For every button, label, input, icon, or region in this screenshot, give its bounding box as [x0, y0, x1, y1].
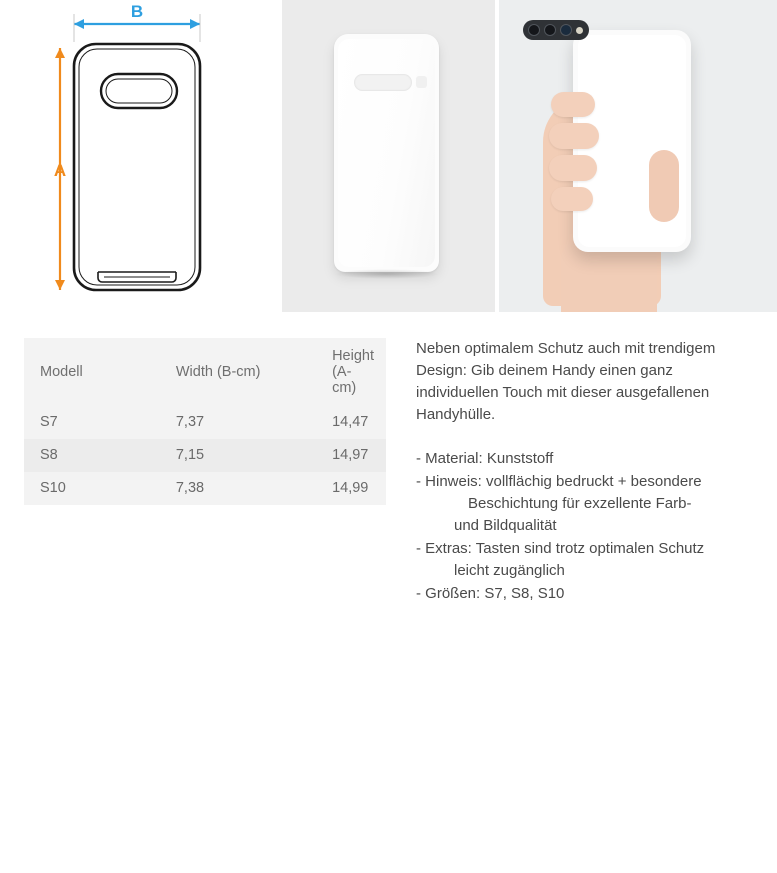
column-header-width: Width (B-cm) [160, 338, 316, 406]
finger-shape [549, 123, 599, 149]
description-column [394, 338, 754, 606]
camera-lens-icon [560, 24, 572, 36]
list-item [416, 448, 754, 470]
table-row [24, 439, 386, 472]
finger-shape [551, 92, 595, 117]
product-image-row [0, 0, 777, 312]
svg-text:A: A [53, 161, 67, 180]
finger-shape [549, 155, 597, 181]
cell-model: S10 [24, 472, 160, 505]
feature-sizes: - Größen: S7, S8, S10 [416, 585, 565, 602]
list-item [416, 583, 754, 605]
camera-lens-icon [544, 24, 556, 36]
finger-shape [551, 187, 593, 211]
svg-text:B: B [130, 2, 144, 21]
column-header-height: Height (A-cm) [316, 338, 386, 406]
size-table [24, 338, 386, 505]
sensor-cutout [416, 76, 427, 88]
table-header-row [24, 338, 386, 406]
feature-material: - Material: Kunststoff [416, 450, 554, 467]
feature-extras-line2: leicht zugänglich [454, 562, 565, 579]
table-row [24, 472, 386, 505]
size-table-head [24, 338, 386, 406]
camera-cutout [354, 74, 412, 91]
cell-width: 7,37 [160, 406, 316, 439]
size-table-body [24, 406, 386, 505]
product-details [0, 312, 777, 606]
cell-model: S7 [24, 406, 160, 439]
column-header-model: Modell [24, 338, 160, 406]
technical-diagram [0, 0, 278, 312]
thumb-shape [649, 150, 679, 222]
cell-width: 7,38 [160, 472, 316, 505]
feature-list [416, 448, 754, 605]
camera-flash-icon [576, 27, 583, 34]
description-paragraph: Neben optimalem Schutz auch mit trendigem Design: Gib deinem Handy einen ganz individuellen Touch mit dieser ausgefallenen Handyhülle. [416, 340, 716, 423]
cell-model: S8 [24, 439, 160, 472]
cell-width: 7,15 [160, 439, 316, 472]
hand-holding-phone-photo [499, 0, 777, 312]
camera-module [523, 20, 589, 40]
feature-note: - Hinweis: vollflächig bedruckt + besondere [416, 473, 702, 490]
list-item [416, 538, 754, 582]
cell-height: 14,97 [316, 439, 386, 472]
cell-height: 14,99 [316, 472, 386, 505]
white-case-graphic [334, 34, 439, 272]
case-product-photo [282, 0, 495, 312]
feature-note-line3: und Bildqualität [454, 517, 557, 534]
cell-height: 14,47 [316, 406, 386, 439]
table-row [24, 406, 386, 439]
list-item [416, 471, 754, 537]
camera-lens-icon [528, 24, 540, 36]
size-table-column [24, 338, 394, 606]
feature-note-line2: Beschichtung für exzellente Farb- [468, 495, 692, 512]
feature-extras: - Extras: Tasten sind trotz optimalen Schutz [416, 540, 705, 557]
technical-diagram-panel [0, 0, 278, 312]
